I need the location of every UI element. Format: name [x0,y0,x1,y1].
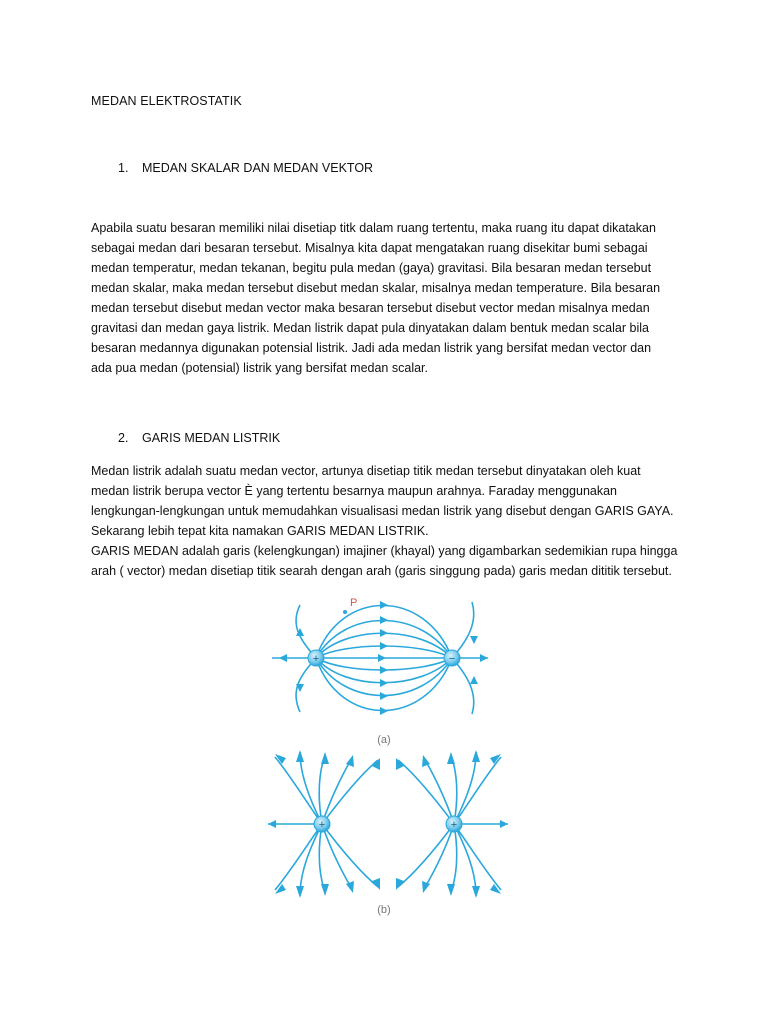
right-charge-sign: + [450,819,458,831]
point-p-marker [343,610,347,614]
point-p-label: P [350,597,358,609]
section-1-paragraph: Apabila suatu besaran memiliki nilai disetiap titk dalam ruang tertentu, maka ruang itu dapat dikatakan sebagai medan dari besaran tersebut. Misalnya kita dapat mengatakan ruang disekitar bumi sebagai medan temperatur, medan tekanan, begitu pula medan (gaya) gravitasi. Bila besaran medan tersebut medan skalar, maka medan tersebut disebut medan skalar, misalnya medan temperature. Bila besaran medan tersebut disebut medan vector maka besaran tersebut disebut vector medan misalnya medan gravitasi dan medan gaya listrik. Medan listrik dapat pula dinyatakan dalam bentuk medan scalar bila besaran medannya digunakan potensial listrik. Jadi ada medan listrik yang bersifat medan vector dan ada pua medan (potensial) listrik yang bersifat medan scalar. [91,221,661,375]
section-2-number: 2. [118,431,129,445]
section-2-title: GARIS MEDAN LISTRIK [142,431,281,445]
figure-a-dipole [272,597,488,746]
section-1-title: MEDAN SKALAR DAN MEDAN VEKTOR [142,161,374,175]
section-2-paragraph: Medan listrik adalah suatu medan vector, artunya disetiap titik medan tersebut dinyatakan oleh kuat medan listrik berupa vector È yang tertentu besarnya maupun arahnya. Faraday menggunakan lengkungan-lengkungan untuk memudahkan visualisasi medan listrik yang disebut dengan GARIS GAYA. Sekarang lebih tepat kita namakan GARIS MEDAN LISTRIK. GARIS MEDAN adalah garis (kelengkungan) imajiner (khayal) yang digambarkan sedemikian rupa hingga arah ( vector) medan disetiap titik searah dengan arah (garis singgung pada) garis medan dititik tersebut. [91,464,678,578]
document-title: MEDAN ELEKTROSTATIK [91,94,242,108]
figure-a-label: (a) [377,734,391,746]
section-1-number: 1. [118,161,129,175]
positive-charge-sign: + [312,653,320,665]
figure-b-label: (b) [377,904,391,916]
figure-b-two-positive-charges [268,750,508,916]
left-charge-sign: + [318,819,326,831]
negative-charge-sign: − [448,653,456,665]
